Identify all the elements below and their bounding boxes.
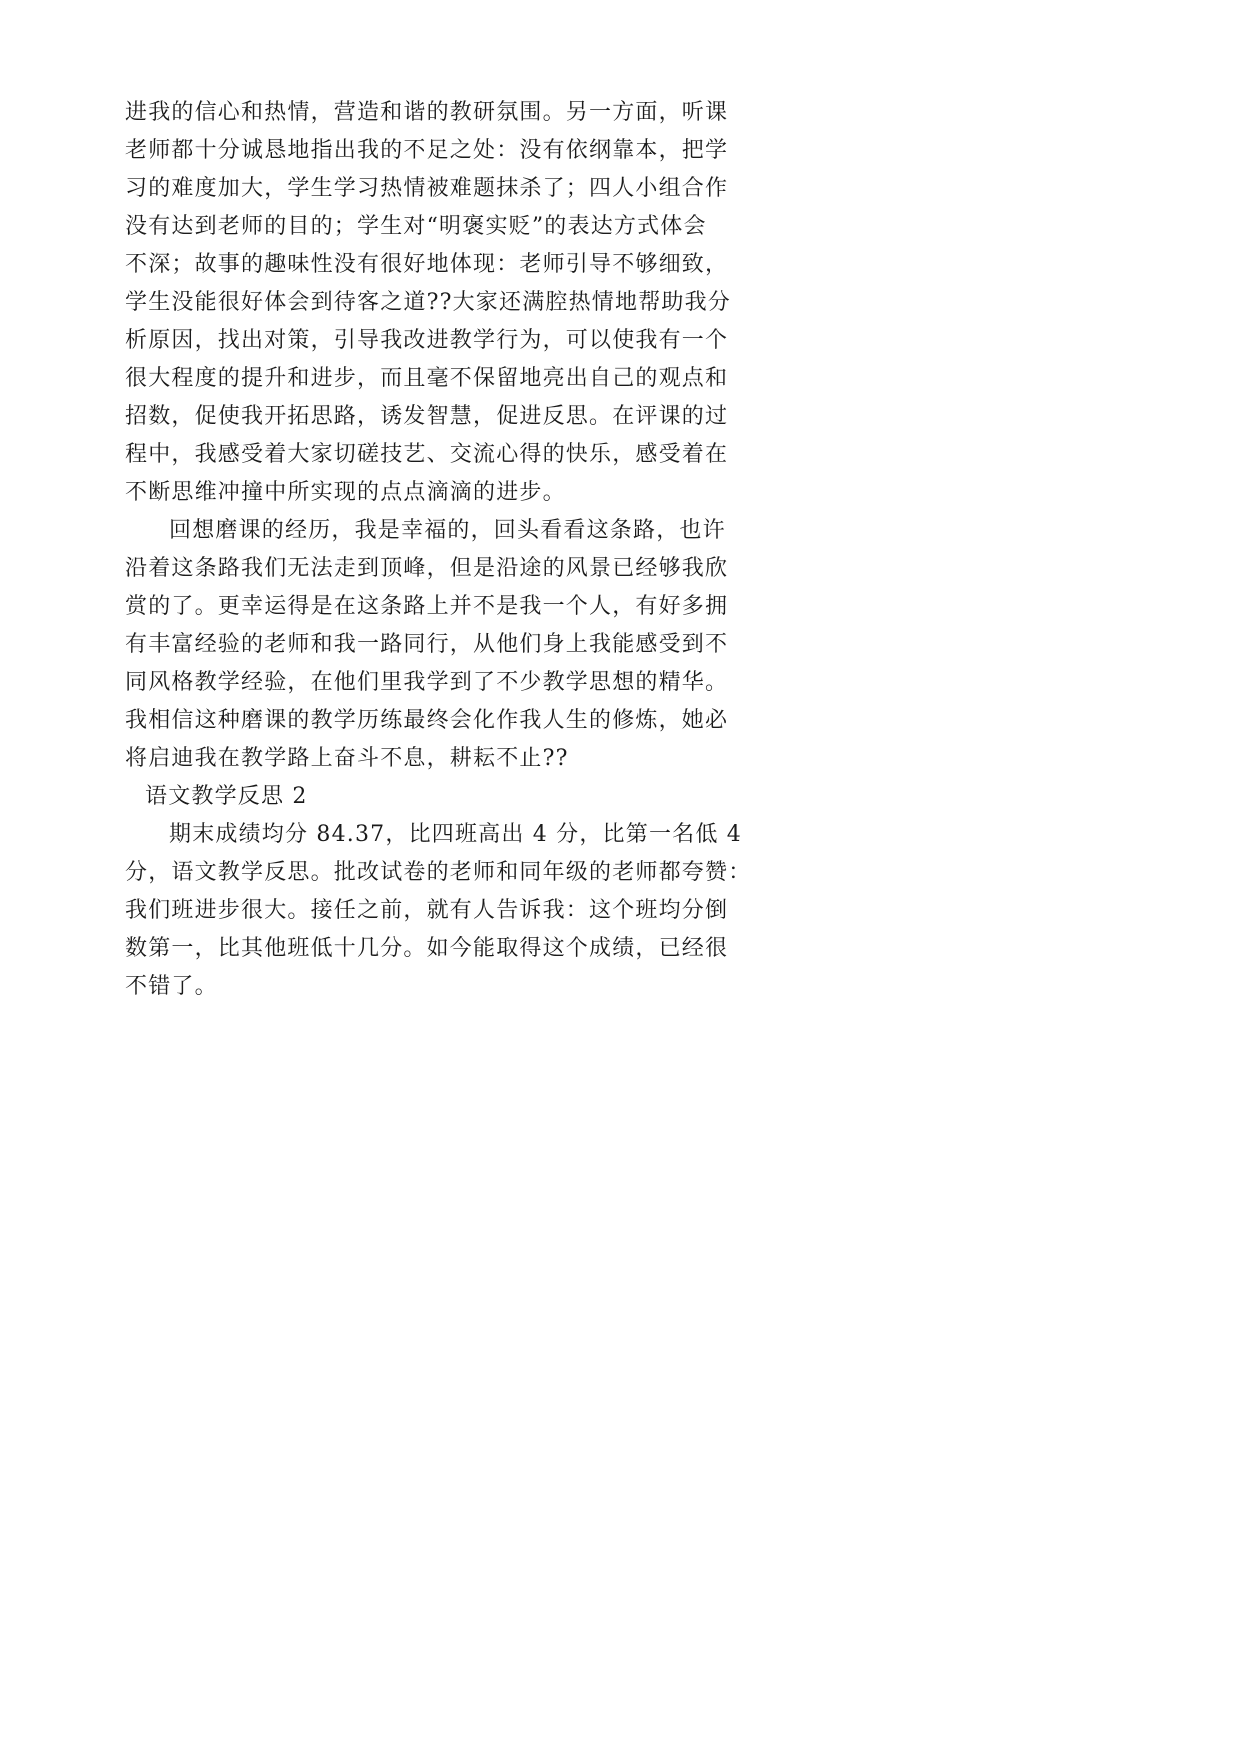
paragraph-line: 分，语文教学反思。批改试卷的老师和同年级的老师都夸赞： xyxy=(125,860,752,885)
paragraph-line: 不深；故事的趣味性没有很好地体现：老师引导不够细致， xyxy=(125,252,729,277)
document-body xyxy=(125,94,775,1006)
paragraph-line: 同风格教学经验，在他们里我学到了不少教学思想的精华。 xyxy=(125,670,729,695)
paragraph-line: 很大程度的提升和进步，而且毫不保留地亮出自己的观点和 xyxy=(125,366,729,391)
paragraph-line: 沿着这条路我们无法走到顶峰，但是沿途的风景已经够我欣 xyxy=(125,556,729,581)
paragraph-exam-results xyxy=(125,816,775,1006)
paragraph-line: 赏的了。更幸运得是在这条路上并不是我一个人，有好多拥 xyxy=(125,594,729,619)
paragraph-line: 程中，我感受着大家切磋技艺、交流心得的快乐，感受着在 xyxy=(125,442,729,467)
paragraph-line: 我们班进步很大。接任之前，就有人告诉我：这个班均分倒 xyxy=(125,898,729,923)
paragraph-line: 不错了。 xyxy=(125,974,218,999)
paragraph-line: 学生没能很好体会到待客之道??大家还满腔热情地帮助我分 xyxy=(125,290,731,315)
paragraph-line: 习的难度加大，学生学习热情被难题抹杀了；四人小组合作 xyxy=(125,176,729,201)
section-heading: 语文教学反思 2 xyxy=(145,784,308,809)
paragraph-line: 数第一，比其他班低十几分。如今能取得这个成绩，已经很 xyxy=(125,936,729,961)
paragraph-line: 期末成绩均分 84.37，比四班高出 4 分，比第一名低 4 xyxy=(169,822,742,847)
paragraph-line: 回想磨课的经历，我是幸福的，回头看看这条路，也许 xyxy=(169,518,726,543)
paragraph-line: 将启迪我在教学路上奋斗不息，耕耘不止?? xyxy=(125,746,569,771)
paragraph-line: 不断思维冲撞中所实现的点点滴滴的进步。 xyxy=(125,480,566,505)
paragraph-line: 析原因，找出对策，引导我改进教学行为，可以使我有一个 xyxy=(125,328,729,353)
paragraph-line: 我相信这种磨课的教学历练最终会化作我人生的修炼，她必 xyxy=(125,708,729,733)
paragraph-reflection xyxy=(125,512,775,778)
paragraph-teaching-feedback xyxy=(125,94,775,512)
paragraph-line: 有丰富经验的老师和我一路同行，从他们身上我能感受到不 xyxy=(125,632,729,657)
paragraph-line: 进我的信心和热情，营造和谐的教研氛围。另一方面，听课 xyxy=(125,100,729,125)
paragraph-line: 没有达到老师的目的；学生对“明褒实贬”的表达方式体会 xyxy=(125,214,707,239)
paragraph-line: 招数，促使我开拓思路，诱发智慧，促进反思。在评课的过 xyxy=(125,404,729,429)
paragraph-line: 老师都十分诚恳地指出我的不足之处：没有依纲靠本，把学 xyxy=(125,138,729,163)
